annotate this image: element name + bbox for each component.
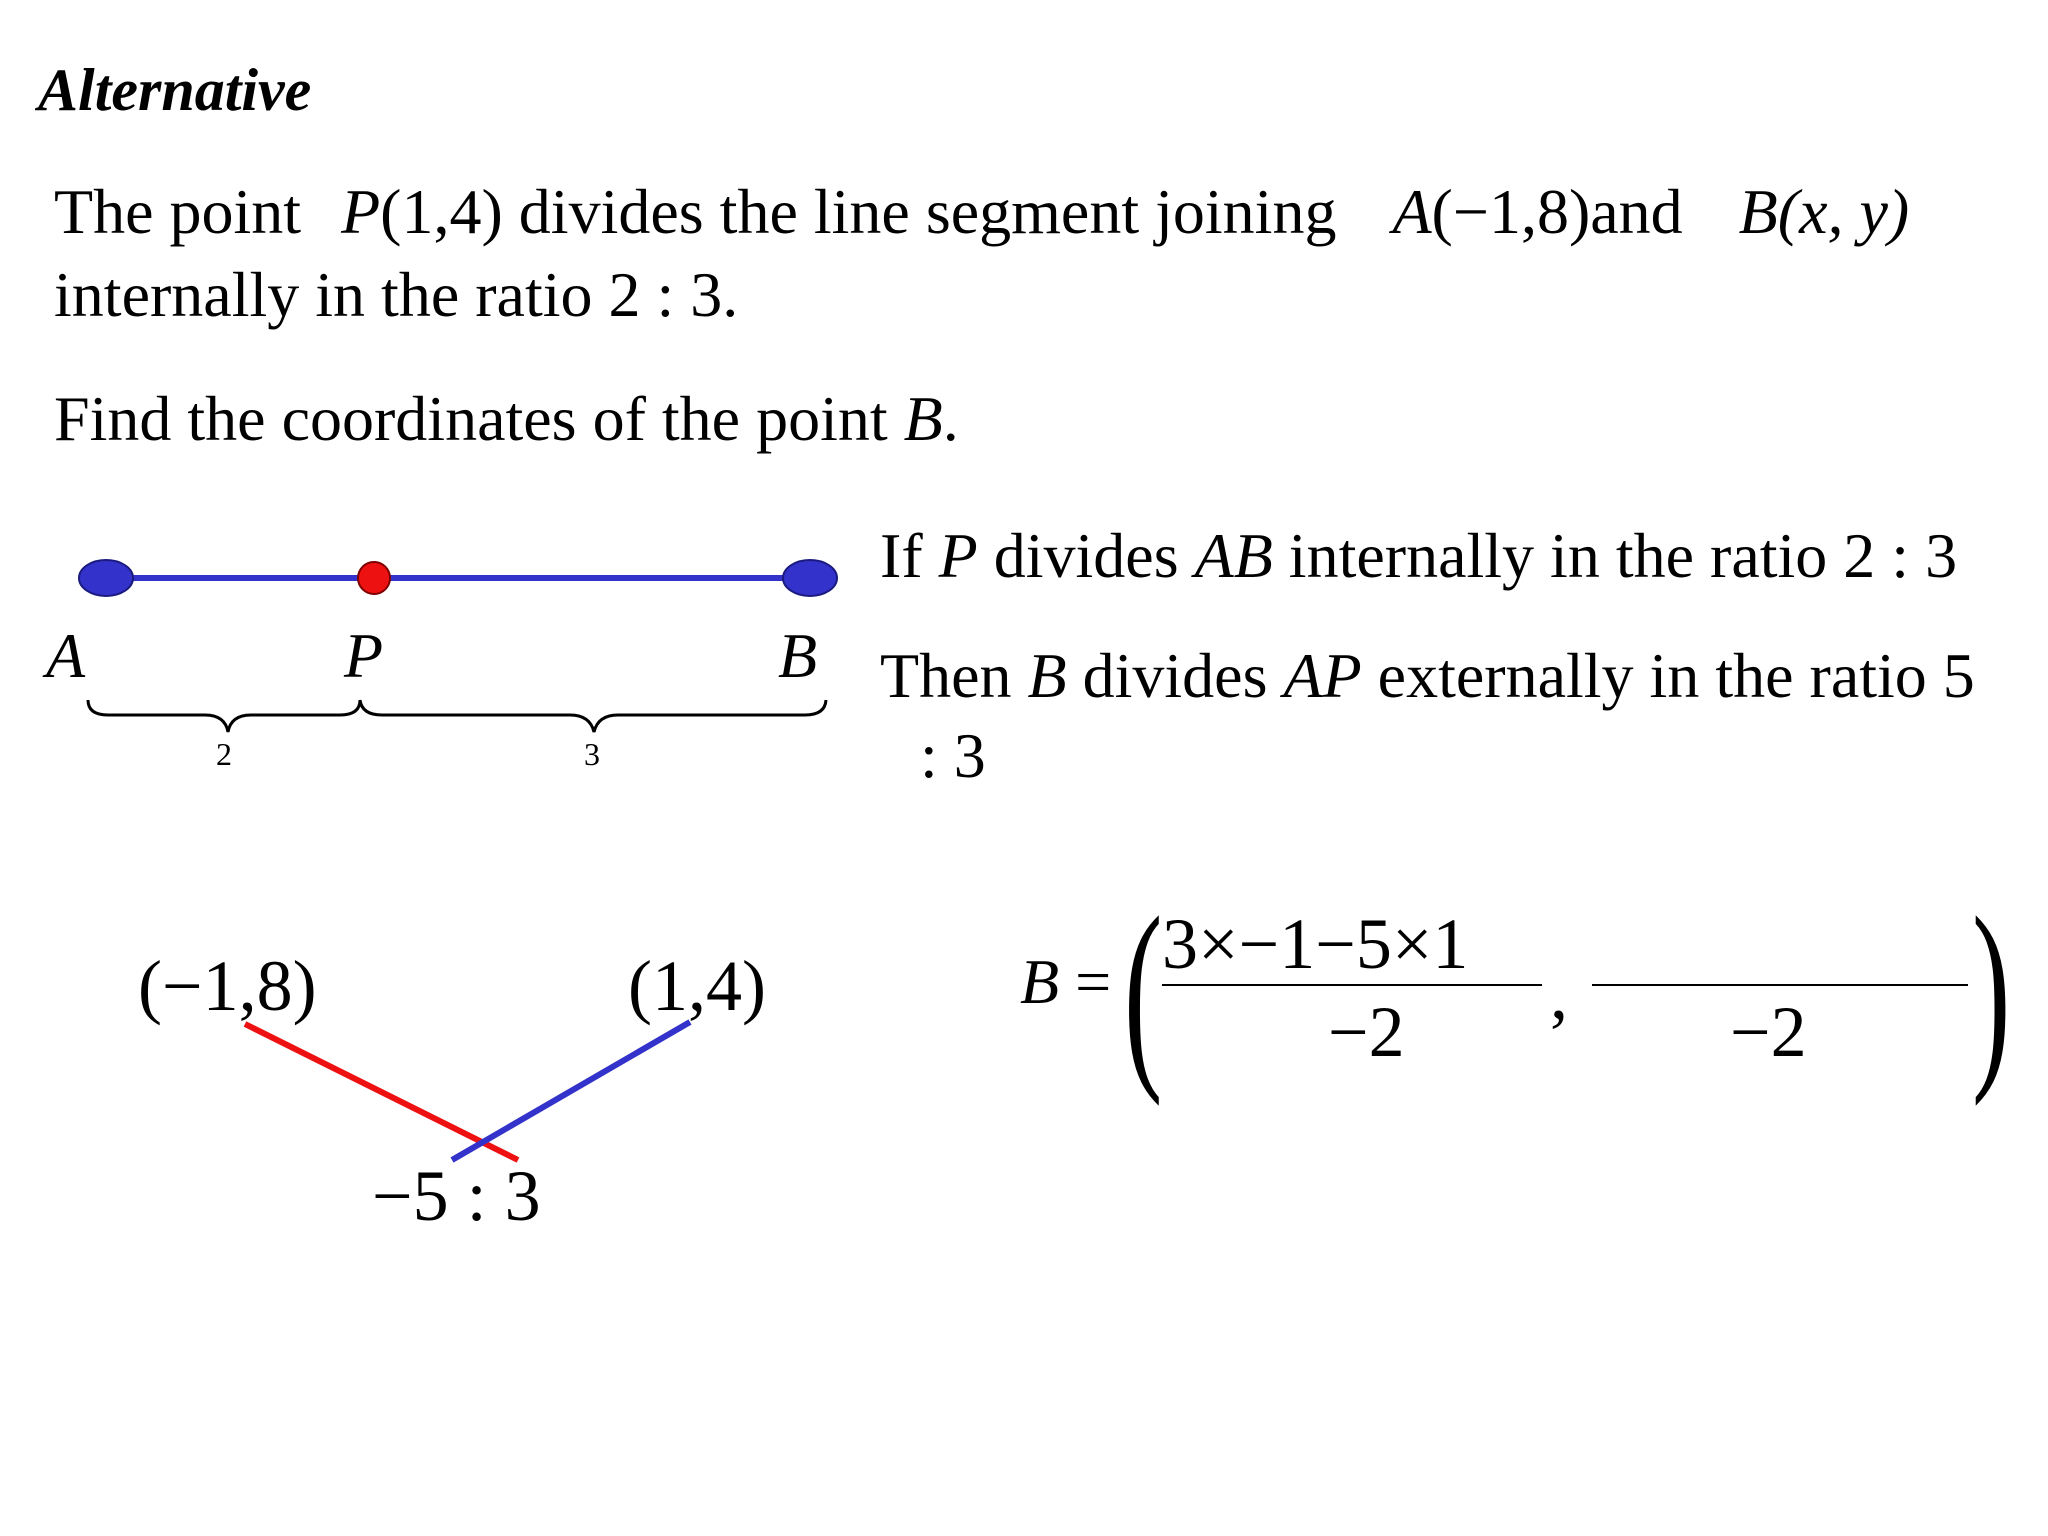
formula-y-fraction-bar [1592, 984, 1968, 986]
formula-b: B [1020, 946, 1060, 1017]
explanation-external-ratio: externally in the ratio 5 [1377, 640, 1975, 711]
formula-lhs [1020, 946, 1112, 1017]
explanation-then: Then [880, 640, 1012, 711]
point-p-coords: (1,4) [380, 176, 503, 247]
question-text: Find the coordinates of the point [54, 383, 888, 454]
point-b-label: B [1738, 176, 1778, 247]
endpoint-b-dot [783, 560, 837, 596]
endpoint-a-dot [79, 560, 133, 596]
formula-x-numerator: 3×−1−5×1 [1162, 904, 1469, 984]
problem-middle: divides the line segment joining [518, 176, 1337, 247]
cross-line-red [245, 1024, 518, 1160]
cross-ratio: −5 : 3 [372, 1156, 541, 1236]
diagram-label-b: B [778, 620, 818, 691]
explanation-line-3: : 3 [920, 720, 986, 791]
brace-pb [360, 700, 826, 732]
explanation-divides-1: divides [993, 520, 1179, 591]
diagram-label-p: P [344, 620, 384, 691]
formula-equals: = [1075, 946, 1112, 1017]
formula-comma: , [1550, 954, 1568, 1034]
explanation-b: B [1027, 640, 1067, 711]
explanation-p: P [938, 520, 978, 591]
explanation-line-2 [880, 640, 1975, 711]
point-a-label: A [1392, 176, 1432, 247]
formula-close-paren: ) [1972, 875, 2011, 1107]
point-p-dot [358, 562, 390, 594]
formula-open-paren: ( [1124, 875, 1163, 1107]
diagram-label-a: A [46, 620, 86, 691]
question-period: . [942, 383, 959, 454]
slide-heading: Alternative [38, 57, 312, 123]
formula-y-denominator: −2 [1730, 992, 1807, 1072]
ratio-label-right: 3 [584, 736, 600, 772]
explanation-ap: AP [1283, 640, 1362, 711]
explanation-ab: AB [1194, 520, 1273, 591]
ratio-label-left: 2 [216, 736, 232, 772]
cross-right-point: (1,4) [628, 946, 766, 1026]
point-b-coords: (x, y) [1777, 176, 1910, 247]
formula-x-fraction-bar [1162, 984, 1542, 986]
explanation-internal-ratio: internally in the ratio 2 : 3 [1288, 520, 1958, 591]
point-a-coords: (−1,8) [1431, 176, 1591, 247]
brace-ap [88, 700, 360, 732]
question-var: B [903, 383, 943, 454]
cross-left-point: (−1,8) [138, 946, 317, 1026]
problem-and: and [1590, 176, 1683, 247]
problem-intro: The point [54, 176, 302, 247]
explanation-divides-2: divides [1082, 640, 1268, 711]
formula-x-denominator: −2 [1328, 992, 1405, 1072]
explanation-line-1 [880, 520, 1958, 591]
point-p-label: P [341, 176, 381, 247]
problem-line-2: internally in the ratio 2 : 3. [54, 259, 739, 330]
cross-line-blue [452, 1022, 690, 1160]
explanation-if: If [880, 520, 923, 591]
